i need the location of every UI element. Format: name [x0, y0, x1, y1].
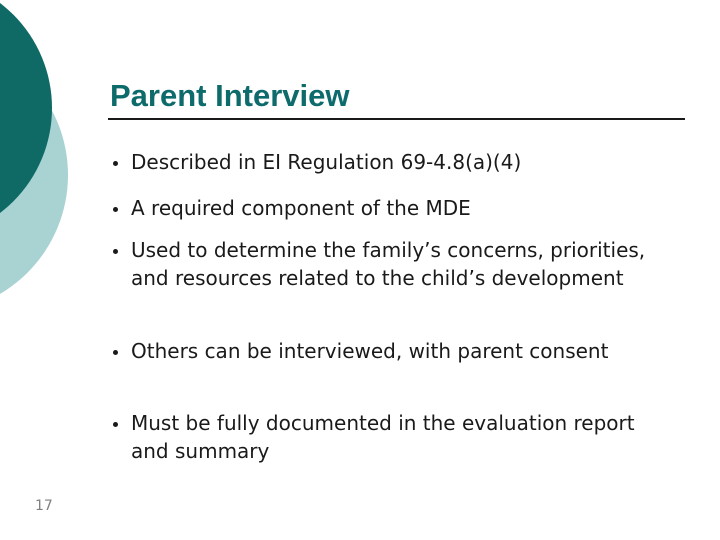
- bullet-dot: [113, 350, 118, 355]
- bullet-dot: [113, 422, 118, 427]
- bullet-dot: [113, 161, 118, 166]
- slide-number: 17: [35, 498, 53, 514]
- bullet-text: A required component of the MDE: [131, 196, 471, 220]
- bullet-text: Must be fully documented in the evaluation report and summary: [131, 411, 635, 463]
- bullet-text: Others can be interviewed, with parent consent: [131, 339, 609, 363]
- bullet-dot: [113, 249, 118, 254]
- bullet-text: Described in EI Regulation 69-4.8(a)(4): [131, 150, 522, 174]
- bullet-dot: [113, 207, 118, 212]
- slide-title: Parent Interview: [110, 78, 350, 113]
- bullet-text: Used to determine the family’s concerns, priorities, and resources related to the child’s development: [131, 238, 646, 290]
